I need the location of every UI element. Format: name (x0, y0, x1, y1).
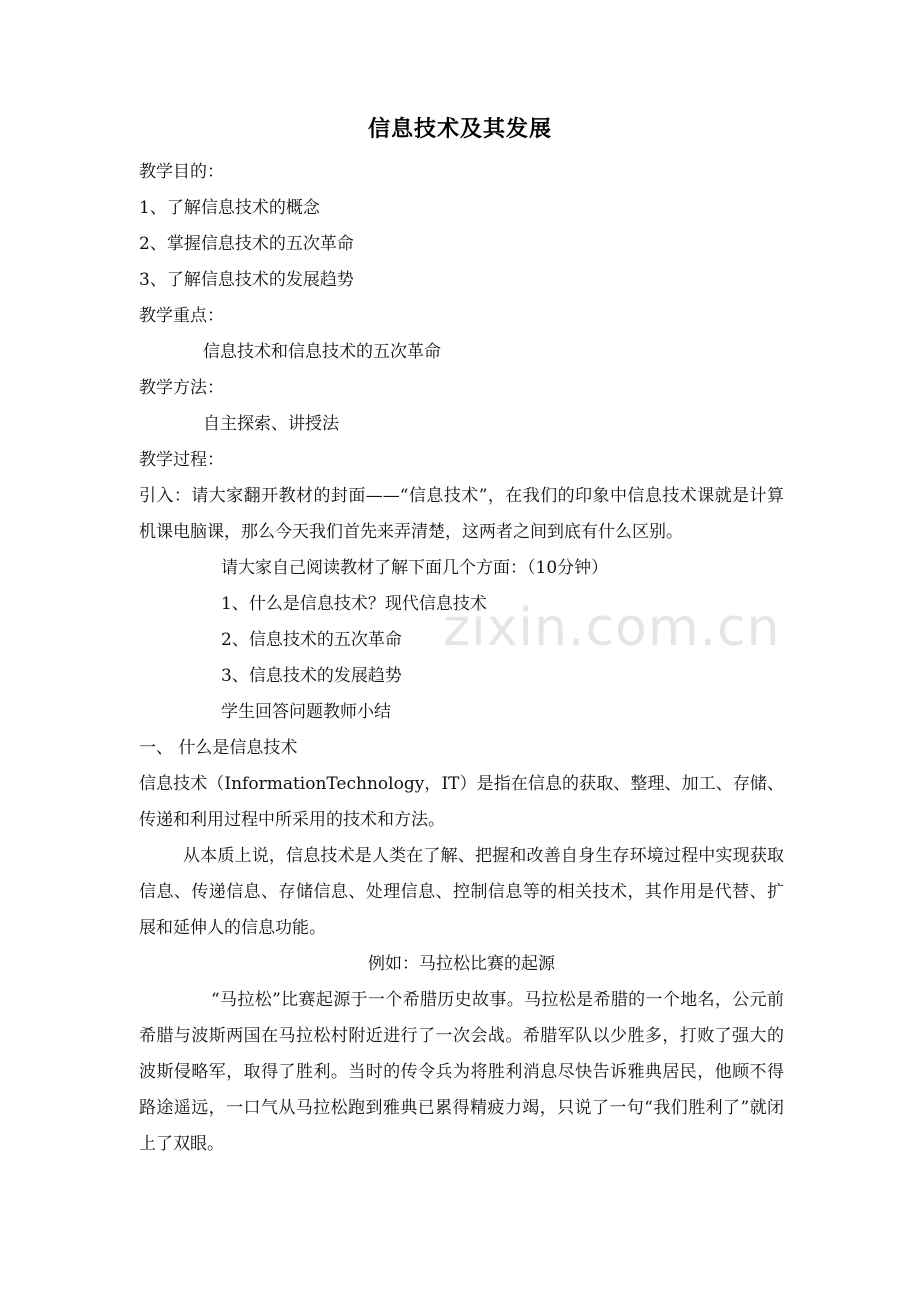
objective-item: 3、了解信息技术的发展趋势 (139, 270, 354, 290)
objective-item: 1、了解信息技术的概念 (139, 198, 320, 218)
document-title: 信息技术及其发展 (367, 117, 552, 142)
process-heading: 教学过程： (139, 450, 224, 470)
method-heading: 教学方法： (139, 378, 224, 398)
reading-prompt: 请大家自己阅读教材了解下面几个方面：（10分钟） (221, 558, 609, 578)
intro-paragraph: 引入：请大家翻开教材的封面——“信息技术”，在我们的印象中信息技术课就是计算机课电脑课，那么今天我们首先来弄清楚，这两者之间到底有什么区别。 (139, 486, 784, 542)
example-heading: 例如：马拉松比赛的起源 (368, 954, 555, 974)
objectives-heading: 教学目的： (139, 162, 224, 182)
essence-paragraph: 从本质上说，信息技术是人类在了解、把握和改善自身生存环境过程中实现获取信息、传递信息、存储信息、处理信息、控制信息等的相关技术，其作用是代替、扩展和延伸人的信息功能。 (139, 846, 784, 938)
summary-line: 学生回答问题教师小结 (221, 702, 391, 722)
focus-text: 信息技术和信息技术的五次革命 (203, 342, 441, 362)
marathon-paragraph: “马拉松”比赛起源于一个希腊历史故事。马拉松是希腊的一个地名，公元前希腊与波斯两国在马拉松村附近进行了一次会战。希腊军队以少胜多，打败了强大的波斯侵略军，取得了胜利。当时的传令兵为将胜利消息尽快告诉雅典居民，他顾不得路途遥远，一口气从马拉松跑到雅典已累得精疲力竭，只说了一句“我们胜利了”就闭上了双眼。 (139, 990, 784, 1154)
reading-item: 3、信息技术的发展趋势 (221, 666, 402, 686)
site-watermark: zixin.com.cn (443, 598, 781, 658)
reading-item: 1、什么是信息技术？现代信息技术 (221, 594, 487, 614)
objective-item: 2、掌握信息技术的五次革命 (139, 234, 354, 254)
section-heading: 一、 什么是信息技术 (139, 738, 298, 758)
method-text: 自主探索、讲授法 (203, 414, 339, 434)
definition-paragraph: 信息技术（InformationTechnology，IT）是指在信息的获取、整理、加工、存储、传递和利用过程中所采用的技术和方法。 (139, 774, 784, 830)
focus-heading: 教学重点： (139, 306, 224, 326)
reading-item: 2、信息技术的五次革命 (221, 630, 402, 650)
